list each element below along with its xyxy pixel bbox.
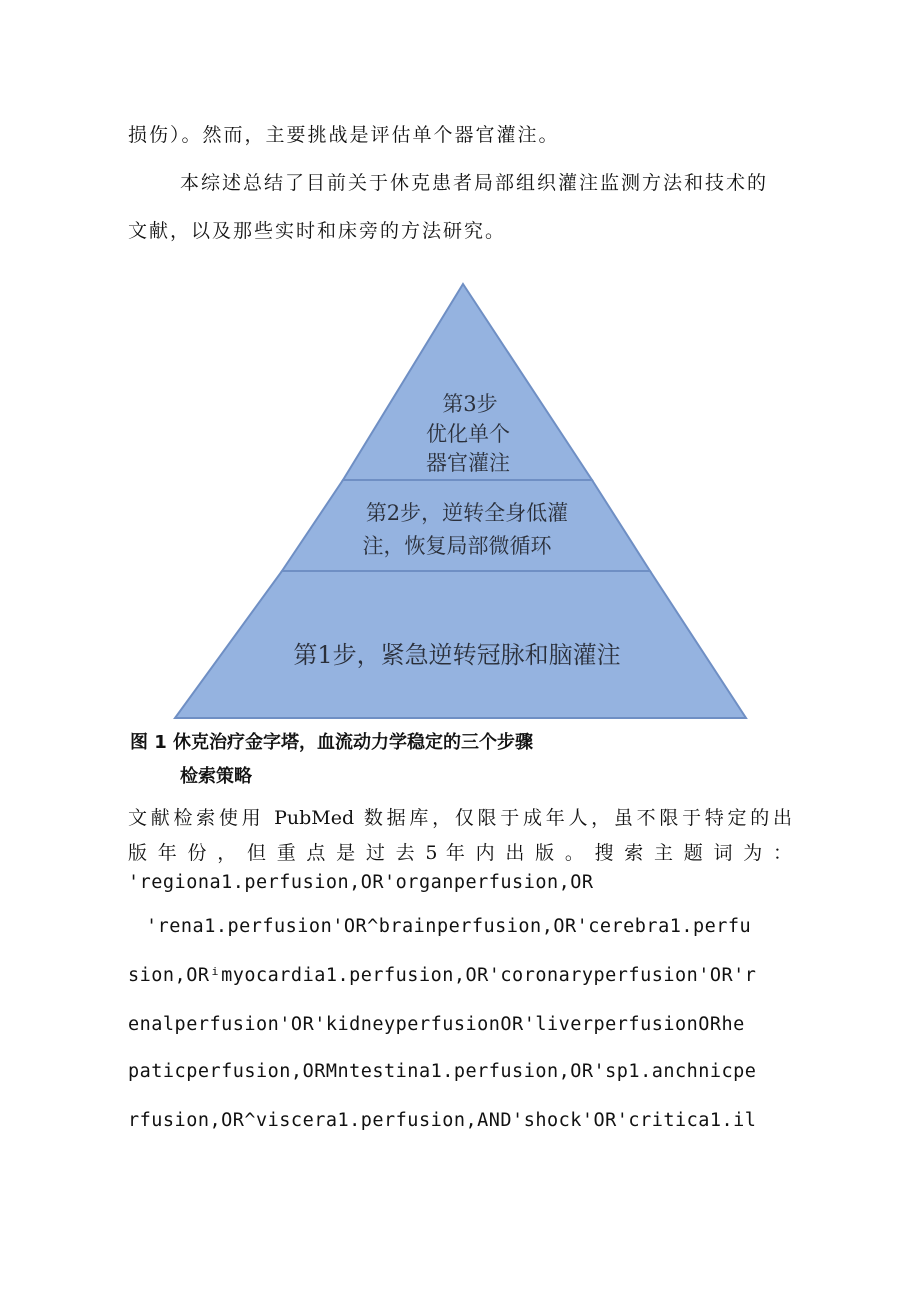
tier1-label: 第1步，紧急逆转冠脉和脑灌注 [293,641,621,669]
search-terms-line-3: sion,ORⁱmyocardia1.perfusion,OR'coronaryperfusion'OR'r [128,965,757,986]
search-terms-line-2: 'rena1.perfusion'OR^brainperfusion,OR'cerebra1.perfu [146,916,752,937]
intro-line-1: 损伤）。然而，主要挑战是评估单个器官灌注。 [128,124,560,146]
intro-line-3: 文献，以及那些实时和床旁的方法研究。 [128,220,507,242]
tier2-label-1: 第2步，逆转全身低灌 [365,501,569,525]
body-line-1: 文献检索使用 PubMed 数据库，仅限于成年人，虽不限于特定的出 [128,807,792,829]
tier3-label-3: 器官灌注 [426,451,510,475]
search-terms-line-1: 'regiona1.perfusion,OR'organperfusion,OR [128,872,594,893]
tier3-label-2: 优化单个 [426,422,510,446]
section-heading: 检索策略 [180,766,252,787]
search-terms-line-6: rfusion,OR^viscera1.perfusion,AND'shock'OR'critica1.il [128,1110,757,1131]
intro-line-2: 本综述总结了目前关于休克患者局部组织灌注监测方法和技术的 [180,172,769,194]
tier2-label-2: 注，恢复局部微循环 [362,534,552,558]
body-line-2: 版 年 份 ， 但 重 点 是 过 去 5 年 内 出 版 。 搜 索 主 题 词 为 ： [128,842,792,864]
search-terms-line-4: enalperfusion'OR'kidneyperfusionOR'liverperfusionORhe [128,1014,745,1035]
figure-caption: 图 1 休克治疗金字塔，血流动力学稳定的三个步骤 [130,732,534,753]
search-terms-line-5: paticperfusion,ORMntestina1.perfusion,OR'sp1.anchnicpe [128,1061,757,1082]
tier3-label-1: 第3步 [442,392,498,416]
